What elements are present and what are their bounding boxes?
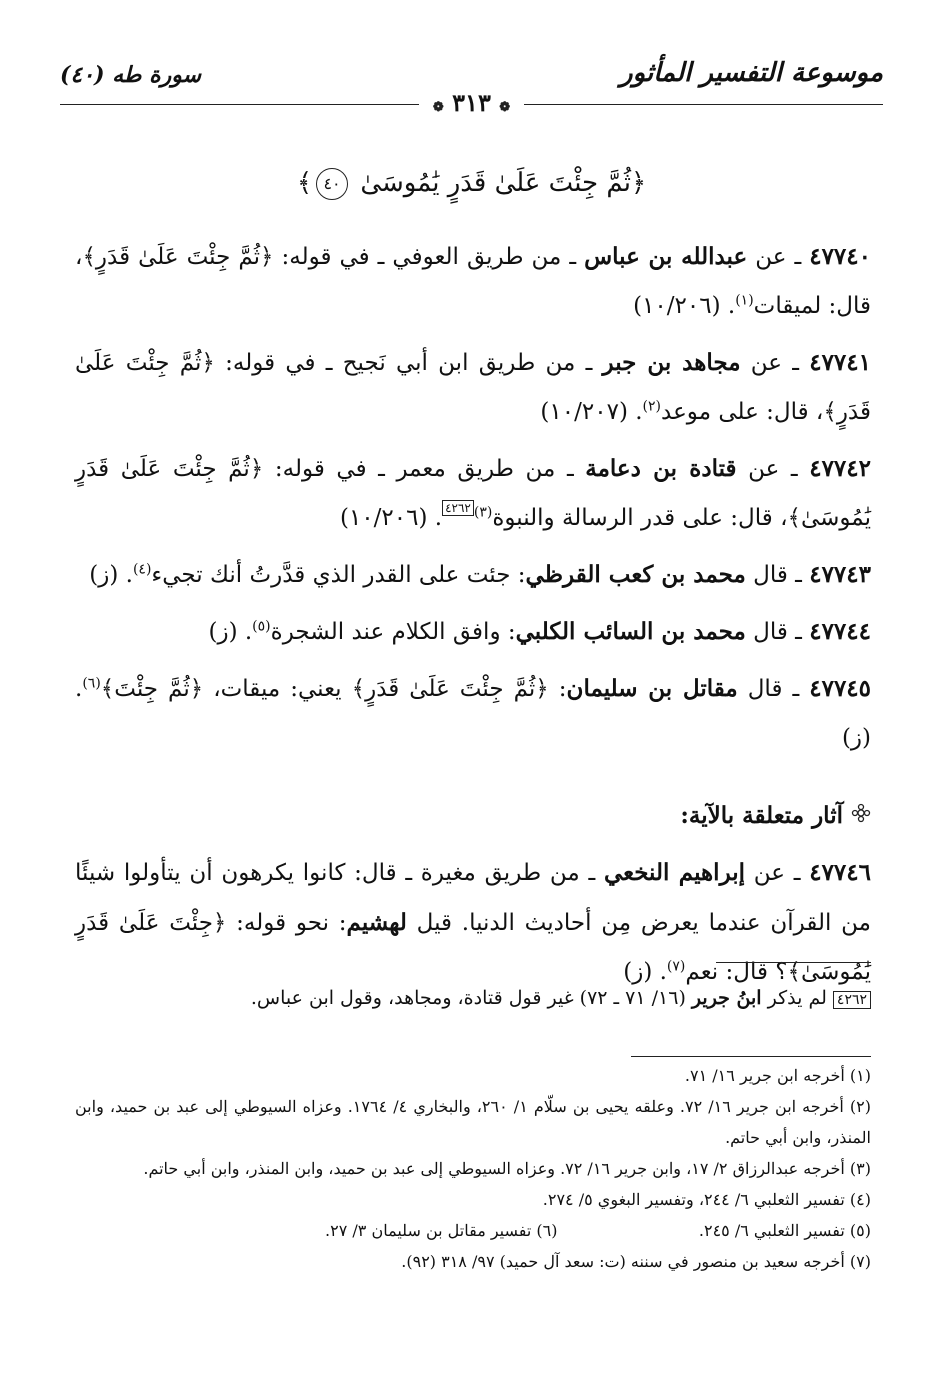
footnote-marker[interactable]: (٤)	[132, 561, 152, 578]
section-heading	[75, 791, 871, 840]
narrator-name: عبدالله بن عباس	[584, 243, 748, 270]
narration-number: ٤٧٧٤٤	[809, 618, 871, 645]
narration-number: ٤٧٧٤١	[809, 349, 871, 376]
section-heading-text: آثار متعلقة بالآية:	[680, 802, 843, 829]
narrator-name: قتادة بن دعامة	[585, 455, 737, 482]
narration-post: ، قال: لميقات	[75, 244, 871, 319]
footnote-rule	[631, 1056, 871, 1057]
narration-2	[75, 338, 871, 437]
narration-ref: . (ز)	[208, 619, 253, 645]
narration-text-2: : نحو قوله:	[226, 910, 347, 936]
narration-ref: . (ز)	[89, 562, 133, 588]
narration-text: ـ من طريق معمر ـ في قوله:	[263, 456, 586, 482]
note-name: ابنُ جرير	[691, 987, 762, 1009]
narration-ref: . (ز)	[75, 676, 871, 751]
narration-prefix: ـ عن	[736, 456, 810, 482]
narration-post: يعني: ميقات، ﴿ثُمَّ جِئْتَ﴾	[100, 676, 352, 702]
footnote-5: (٥) تفسير الثعلبي ٦/ ٢٤٥.	[698, 1221, 871, 1240]
narrator-name: محمد بن كعب القرظي	[525, 561, 746, 588]
verse-text: ﴿ثُمَّ جِئْتَ عَلَىٰ قَدَرٍ يَٰمُوسَىٰ	[360, 168, 647, 198]
quran-quote: ﴿ثُمَّ جِئْتَ عَلَىٰ قَدَرٍ يَٰمُوسَىٰ﴾	[75, 456, 871, 531]
narration-prefix: ـ قال	[745, 619, 810, 645]
note-prefix: لم يذكر	[761, 987, 833, 1009]
narrator-name: إبراهيم النخعي	[603, 859, 746, 886]
flower-ornament-icon	[851, 803, 871, 823]
narrator-name: مقاتل بن سليمان	[566, 675, 738, 702]
narration-1	[75, 232, 871, 331]
narration-ref: . (١٠/٢٠٦)	[633, 293, 736, 319]
narration-number: ٤٧٧٤٦	[809, 859, 871, 886]
surah-name: سورة طه (٤٠)	[60, 62, 202, 88]
narrator-name-2: لهشيم	[346, 909, 407, 936]
narrations-list	[75, 232, 871, 763]
verse-close: ﴾	[296, 168, 313, 198]
main-text	[75, 232, 871, 1004]
ornament-icon: ❁	[432, 100, 444, 115]
footnote-marker[interactable]: (٦)	[82, 675, 101, 692]
narration-number: ٤٧٧٤٢	[809, 455, 871, 482]
narration-text: ـ من طريق مغيرة ـ قال: كانوا يكرهون أن يتأولوا شيئًا من القرآن عندما يعرض مِن أحاديث الدنيا. قيل	[75, 860, 871, 936]
narration-6	[75, 664, 871, 763]
note-text: (١٦/ ٧١ ـ ٧٢) غير قول قتادة، ومجاهد، وقول ابن عباس.	[250, 987, 692, 1009]
narration-prefix: ـ قال	[745, 562, 810, 588]
ornament-icon: ❁	[499, 100, 511, 115]
narration-4	[75, 550, 871, 600]
narration-number: ٤٧٧٤٠	[809, 243, 871, 270]
narration-text: : جئت على القدر الذي قدَّرتُ أنك تجيء	[151, 562, 526, 588]
narration-related	[75, 848, 871, 997]
narration-post: ، قال: على قدر الرسالة والنبوة	[492, 505, 788, 531]
narration-number: ٤٧٧٤٥	[809, 675, 872, 702]
footnote-marker[interactable]: (٣)	[473, 504, 493, 521]
footnote-6: (٦) تفسير مقاتل بن سليمان ٣/ ٢٧.	[325, 1221, 558, 1240]
page-number-value: ٣١٣	[452, 88, 491, 117]
narration-number: ٤٧٧٤٣	[809, 561, 871, 588]
narration-post: ، قال: على موعد	[661, 399, 824, 425]
narration-prefix: ـ قال	[737, 676, 810, 702]
narration-5	[75, 607, 871, 657]
footnote-marker[interactable]: (٢)	[642, 398, 662, 415]
quran-quote: ﴿ثُمَّ جِئْتَ عَلَىٰ قَدَرٍ﴾	[351, 676, 549, 702]
footnote-7: (٧) أخرجه سعيد بن منصور في سننه (ت: سعد آل حميد) ٩٧/ ٣١٨ (٩٢).	[401, 1252, 871, 1271]
narration-text: : وافق الكلام عند الشجرة	[270, 619, 516, 645]
footnote-2: (٢) أخرجه ابن جرير ١٦/ ٧٢. وعلقه يحيى بن سلّام ١/ ٢٦٠، والبخاري ٤/ ١٧٦٤. وعزاه السيوطي إلى عبد بن حميد، وابن المنذر، وابن أبي حاتم.	[75, 1097, 871, 1147]
narration-ref: . (١٠/٢٠٦)	[339, 505, 443, 531]
narration-3	[75, 444, 871, 543]
book-title: موسوعة التفسير المأثور	[620, 58, 883, 88]
footnote-marker[interactable]: (٧)	[666, 958, 686, 975]
narration-ref: . (ز)	[623, 959, 667, 985]
footnote-row-5-6	[75, 1215, 871, 1246]
narration-prefix: ـ عن	[740, 350, 810, 376]
narrator-name: محمد بن السائب الكلبي	[515, 618, 746, 645]
editorial-note	[75, 978, 871, 1020]
footnote-1: (١) أخرجه ابن جرير ١٦/ ٧١.	[684, 1066, 871, 1085]
footnote-marker[interactable]: (٥)	[252, 618, 271, 635]
narration-text: :	[548, 676, 567, 702]
narration-prefix: ـ عن	[745, 860, 810, 886]
narration-ref: . (١٠/٢٠٧)	[540, 399, 643, 425]
narration-post: ؟ قال: نعم	[685, 959, 788, 985]
page-number-wrap	[0, 88, 943, 117]
editorial-rule	[716, 962, 871, 963]
note-ref-box[interactable]: ٤٢٦٢	[442, 500, 474, 516]
narration-text: ـ من طريق ابن أبي نَجيح ـ في قوله:	[214, 350, 603, 376]
ayah-number-icon: ٤٠	[316, 168, 348, 200]
quran-quote: ﴿ثُمَّ جِئْتَ عَلَىٰ قَدَرٍ﴾	[82, 244, 274, 270]
quran-quote: ﴿ثُمَّ جِئْتَ عَلَىٰ قَدَرٍ﴾	[75, 350, 871, 425]
footnote-3: (٣) أخرجه عبدالرزاق ٢/ ١٧، وابن جرير ١٦/ ٧٢. وعزاه السيوطي إلى عبد بن حميد، وابن المنذر، وابن أبي حاتم.	[143, 1159, 871, 1178]
narrator-name: مجاهد بن جبر	[602, 349, 741, 376]
narration-prefix: ـ عن	[747, 244, 810, 270]
footnote-marker[interactable]: (١)	[735, 292, 754, 309]
page-number	[419, 88, 524, 117]
narration-text: ـ من طريق العوفي ـ في قوله:	[273, 244, 585, 270]
note-ref-box[interactable]: ٤٢٦٢	[833, 991, 871, 1009]
footnote-4: (٤) تفسير الثعلبي ٦/ ٢٤٤، وتفسير البغوي ٥/ ٢٧٤.	[542, 1190, 871, 1209]
quran-quote: ﴿جِئْتَ عَلَىٰ قَدَرٍ يَٰمُوسَىٰ﴾	[75, 910, 871, 985]
verse-heading	[0, 168, 943, 200]
footnotes	[75, 1060, 871, 1277]
